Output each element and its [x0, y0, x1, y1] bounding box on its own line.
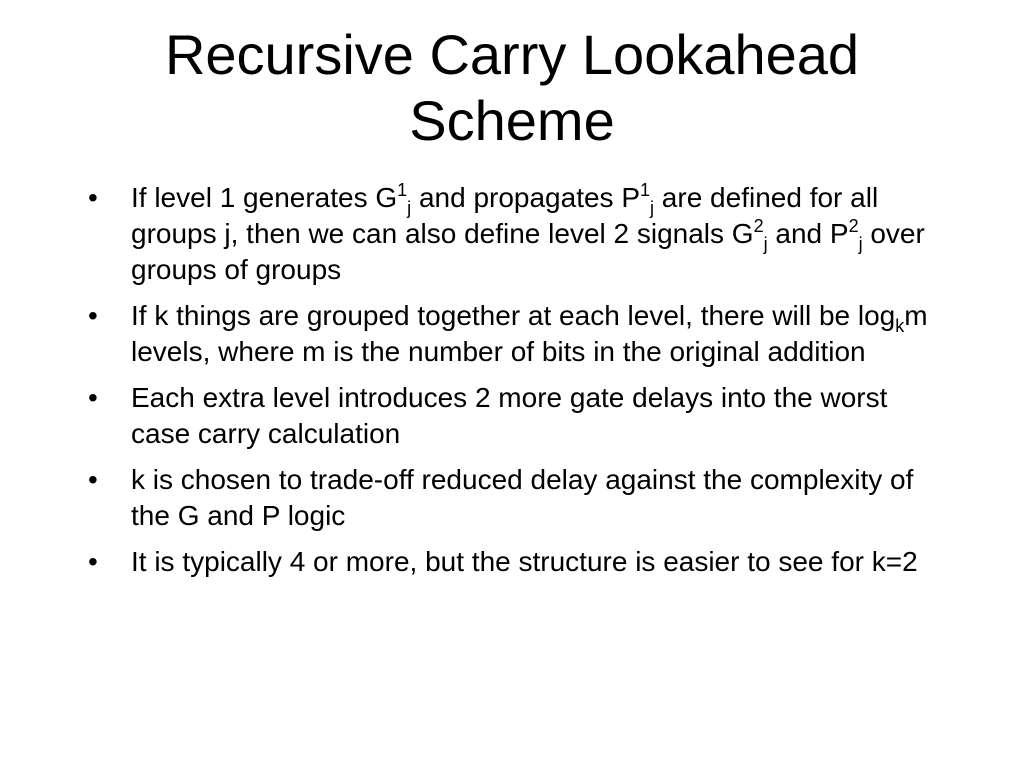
bullet-1-subscript-2: j [650, 198, 655, 218]
bullet-3-text: Each extra level introduces 2 more gate delays into the worst case carry calculation [131, 382, 888, 449]
bullet-1-text-5: over groups of groups [131, 218, 925, 285]
slide-title-line-1: Recursive Carry Lookahead [164, 23, 860, 86]
bullet-2-subscript-1: k [895, 316, 905, 336]
bullet-1-text-4: and P [767, 218, 849, 249]
bullet-marker: • [88, 300, 98, 331]
bullet-marker: • [88, 464, 98, 495]
bullet-item-2 [88, 298, 948, 370]
bullet-1-superscript-4: 2 [848, 216, 859, 236]
bullet-1-text-3: are defined for all groups j, then we can also define level 2 signals G [131, 182, 879, 249]
bullet-marker: • [88, 182, 98, 213]
bullet-2-text-1: If k things are grouped together at each level, there will be log [131, 300, 896, 331]
bullet-marker: • [88, 382, 98, 413]
bullet-item-4 [88, 462, 948, 534]
bullet-item-3 [88, 380, 948, 452]
bullet-1-subscript-1: j [407, 198, 412, 218]
bullet-1-text-1: If level 1 generates G [131, 182, 398, 213]
bullet-1-superscript-3: 2 [753, 216, 764, 236]
bullet-item-5 [88, 544, 948, 580]
bullet-1-superscript-1: 1 [397, 180, 408, 200]
bullet-2-text-2: m levels, where m is the number of bits in the original addition [131, 300, 928, 367]
slide-title-line-2: Scheme [409, 89, 615, 152]
bullet-marker: • [88, 546, 98, 577]
bullet-4-text: k is chosen to trade-off reduced delay against the complexity of the G and P logic [131, 464, 914, 531]
slide-title [62, 22, 962, 154]
bullet-1-subscript-3: j [763, 234, 768, 254]
bullet-item-1 [88, 180, 948, 288]
bullet-list [88, 180, 948, 590]
bullet-1-text-2: and propagates P [411, 182, 641, 213]
bullet-1-subscript-4: j [858, 234, 863, 254]
bullet-5-text: It is typically 4 or more, but the structure is easier to see for k=2 [131, 546, 918, 577]
bullet-1-superscript-2: 1 [640, 180, 651, 200]
